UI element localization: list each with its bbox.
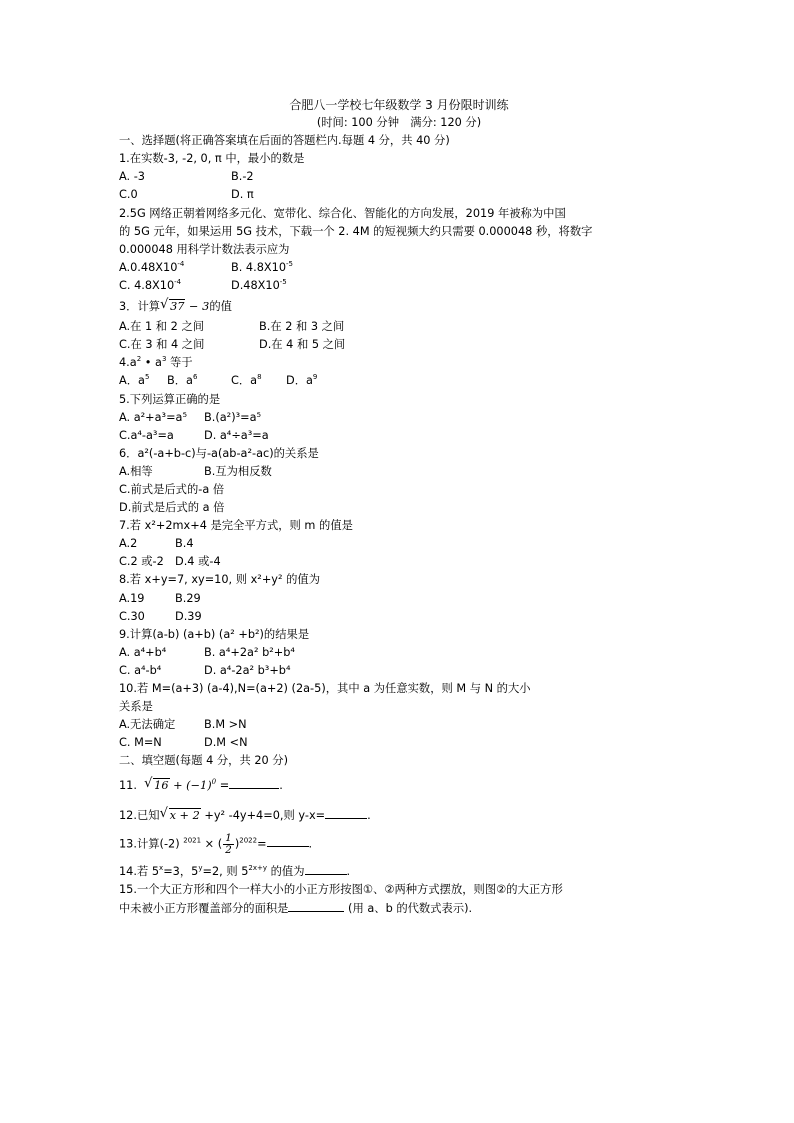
option-a: A. a²+a³=a⁵ — [119, 410, 187, 424]
question-4-options — [119, 372, 679, 390]
question-11: 11. √ $16 + (-1)^0$ = . — [119, 776, 679, 795]
option-a: A.相等 — [119, 464, 153, 478]
worksheet — [119, 96, 679, 918]
option-b: B.在 2 和 3 之间 — [259, 320, 345, 334]
option-d: D.M <N — [204, 736, 248, 750]
answer-blank[interactable] — [288, 899, 344, 912]
question-5-options-row2 — [119, 427, 679, 445]
question-3-options-row2 — [119, 336, 679, 354]
option-b: B.-2 — [231, 170, 254, 184]
option-b: B. a⁴+2a² b²+b⁴ — [204, 645, 295, 659]
question-8-stem: 8.若 x+y=7, xy=10, 则 x²+y² 的值为 — [119, 573, 320, 587]
option-a: A.无法确定 — [119, 718, 176, 732]
question-10-line1: 10.若 M=(a+3) (a-4),N=(a+2) (2a-5)，其中 a 为任意实数，则 M 与 N 的大小 — [119, 682, 531, 695]
question-3-stem: 3．计算√ 37 − 3的值 — [119, 298, 679, 316]
radical-sign: √ x + 2 — [160, 807, 201, 825]
question-2-options-row2 — [119, 277, 679, 295]
question-8-options-row2 — [119, 608, 679, 626]
question-10-line2: 关系是 — [119, 700, 153, 714]
radical-sign: √ 16 — [144, 777, 169, 795]
option-b: B.4 — [175, 537, 194, 551]
question-7-options-row2 — [119, 553, 679, 571]
option-d: D. a⁴-2a² b³+b⁴ — [204, 663, 291, 677]
question-2-line2: 的 5G 元年，如果运用 5G 技术，下载一个 2. 4M 的短视频大约只需要 0.000048 秒，将数字 — [119, 224, 593, 238]
question-10-options-row1 — [119, 716, 679, 734]
question-1-stem: 1.在实数-3, -2, 0, π 中，最小的数是 — [119, 152, 305, 166]
page-title: 合肥八一学校七年级数学 3 月份限时训练 — [289, 98, 509, 112]
question-10-options-row2 — [119, 734, 679, 752]
question-9-options-row2 — [119, 662, 679, 680]
question-15-line2: 中未被小正方形覆盖部分的面积是 (用 a、b 的代数式表示). — [119, 899, 679, 918]
option-b: B.M >N — [204, 718, 247, 732]
question-8-options-row1 — [119, 590, 679, 608]
question-2-line3: 0.000048 用科学计数法表示应为 — [119, 242, 290, 256]
option-a: A．$a^5$ — [119, 373, 150, 388]
option-c: C.在 3 和 4 之间 — [119, 338, 205, 352]
answer-blank[interactable] — [325, 806, 367, 819]
option-d: $D.48X10^{-5}$ — [231, 278, 287, 292]
question-14: 14.若 $5^x=3$，$5^y=2$, 则 $5^{2x+y}$ 的值为 . — [119, 862, 679, 881]
option-a: A.2 — [119, 537, 138, 551]
answer-blank[interactable] — [229, 776, 279, 789]
option-d: D.39 — [175, 609, 202, 623]
page-subtitle: (时间: 100 分钟 满分: 120 分) — [316, 116, 482, 130]
question-6-options-row1 — [119, 463, 679, 481]
option-c: C.a⁴-a³=a — [119, 428, 174, 442]
option-c: C. $4.8X10^{-4}$ — [119, 278, 182, 292]
question-7-options-row1 — [119, 535, 679, 553]
question-9-stem: 9.计算(a-b) (a+b) (a² +b²)的结果是 — [119, 627, 310, 641]
sqrt-expression: √ 37 − 3 — [160, 300, 209, 313]
option-d: D.在 4 和 5 之间 — [259, 338, 346, 352]
answer-blank[interactable] — [267, 834, 309, 847]
section-heading-choice: 一、选择题(将正确答案填在后面的答题栏内.每题 4 分，共 40 分) — [119, 134, 450, 148]
question-15-line1: 15.一个大正方形和四个一样大小的小正方形按图①、②两种方式摆放，则图②的大正方形 — [119, 882, 563, 896]
option-c: C.2 或-2 — [119, 555, 164, 569]
option-a: A.在 1 和 2 之间 — [119, 320, 205, 334]
option-b: B．$a^6$ — [167, 373, 198, 388]
question-2-options-row1 — [119, 259, 679, 277]
option-c: C.前式是后式的-a 倍 — [119, 482, 225, 496]
question-5-options-row1 — [119, 409, 679, 427]
option-c: C.0 — [119, 188, 138, 202]
option-c: C. a⁴-b⁴ — [119, 663, 162, 677]
option-c: C. M=N — [119, 736, 162, 750]
question-9-options-row1 — [119, 644, 679, 662]
question-2-line1: 2.5G 网络正朝着网络多元化、宽带化、综合化、智能化的方向发展，2019 年被称为中国 — [119, 206, 566, 220]
option-d: D.4 或-4 — [175, 555, 221, 569]
option-d: D.前式是后式的 a 倍 — [119, 501, 225, 515]
option-b: B. $4.8X10^{-5}$ — [231, 260, 293, 274]
question-7-stem: 7.若 x²+2mx+4 是完全平方式，则 m 的值是 — [119, 519, 353, 533]
option-d: D. a⁴÷a³=a — [204, 428, 269, 442]
question-4-stem: $4.a^2$ • $a^3$ 等于 — [119, 355, 193, 370]
option-c: C.30 — [119, 609, 145, 623]
sqrt-expression: √ $16 + (-1)^0$ — [144, 779, 216, 792]
option-b: B.29 — [175, 591, 201, 605]
option-c: C．$a^8$ — [231, 373, 262, 388]
option-d: D. π — [231, 188, 254, 202]
answer-blank[interactable] — [305, 862, 347, 875]
question-3-options-row1 — [119, 318, 679, 336]
option-a: $A.0.48X10^{-4}$ — [119, 260, 185, 274]
question-13: 13.计算(-2) $^{2021}$ × ( $\frac{1}{2}$ )$^{2022}$= . — [119, 831, 313, 856]
option-a: A.19 — [119, 591, 145, 605]
question-1-options-row1 — [119, 168, 679, 186]
option-b: B.互为相反数 — [204, 464, 272, 478]
question-5-stem: 5.下列运算正确的是 — [119, 392, 221, 406]
question-12: 12.已知√ x + 2 +y² -4y+4=0,则 y-x= . — [119, 806, 679, 825]
fraction: $\frac{1}{2}$ — [225, 831, 232, 856]
option-d: D．$a^9$ — [286, 373, 318, 388]
option-a: A. -3 — [119, 170, 145, 184]
option-b: B.(a²)³=a⁵ — [204, 410, 262, 424]
sqrt-expression — [160, 809, 201, 822]
section-heading-fill: 二、填空题(每题 4 分，共 20 分) — [119, 754, 289, 768]
option-a: A. a⁴+b⁴ — [119, 645, 167, 659]
question-1-options-row2 — [119, 186, 679, 204]
radical-sign: √ 37 — [160, 298, 185, 316]
question-6-stem: 6．a²(-a+b-c)与-a(ab-a²-ac)的关系是 — [119, 446, 319, 460]
